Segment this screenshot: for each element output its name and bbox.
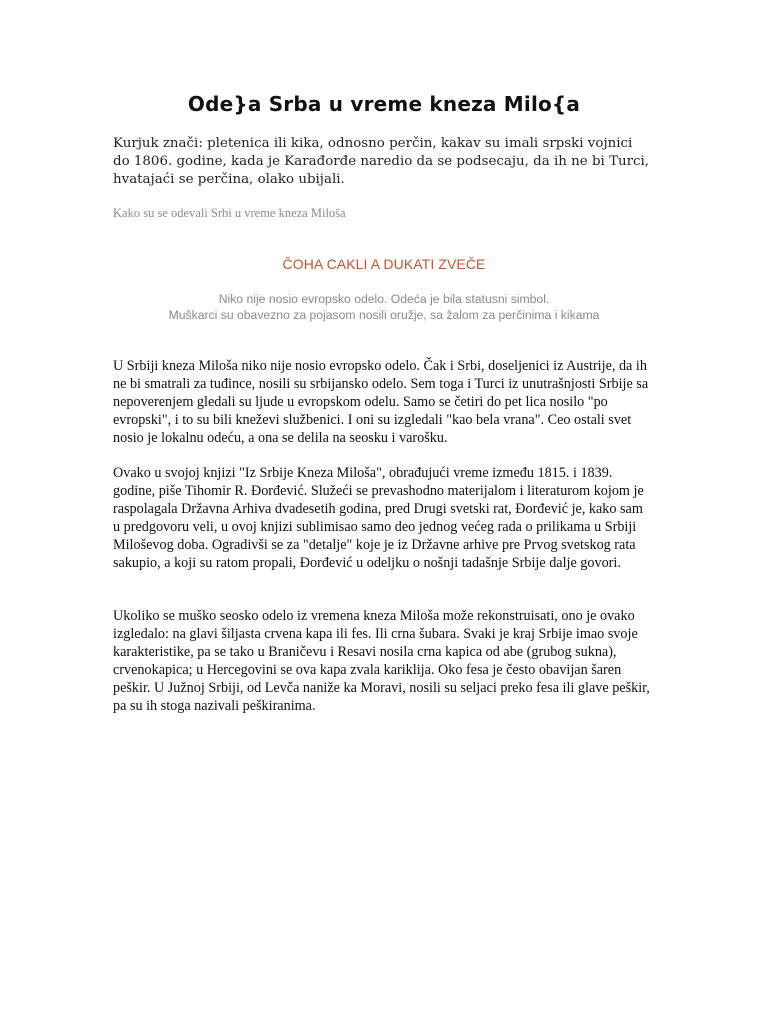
section-heading: ČOHA CAKLI A DUKATI ZVEČE bbox=[282, 256, 486, 272]
body-paragraph-3: Ukoliko se muško seosko odelo iz vremena kneza Miloša može rekonstruisati, ono je ovako izgledalo: na glavi šiljasta crvena kapa ili fes. Ili crna šubara. Svaki je kraj Srbije imao svoje karakteristike, pa se tako u Braničevu i Resavi nosila crna kapica od abe (grubog sukna), crvenokapica; u Hercegovini se ova kapa zvala kariklija. Oko fesa je često obavijan šaren peškir. U Južnoj Srbiji, od Levča naniže ka Moravi, nosili su seljaci preko fesa ili glave peškir, pa su ih stoga nazivali peškiranima. bbox=[113, 608, 650, 714]
document-title: Ode}a Srba u vreme kneza Milo{a bbox=[187, 92, 581, 116]
subtitle-line-2: Muškarci su obavezno za pojasom nosili oružje, sa žalom za perčinima i kikama bbox=[168, 308, 600, 322]
body-paragraph-1: U Srbiji kneza Miloša niko nije nosio evropsko odelo. Čak i Srbi, doseljenici iz Austrije, da ih ne bi smatrali za tuđince, nosili su srbijansko odelo. Sem toga i Turci iz unutrašnjosti Srbije sa nepoverenjem gledali su ljude u evropskom odelu. Samo se četiri do pet lica nosilo "po evropski", i to su bili kneževi službenici. I oni su izgledali "kao bela vrana". Ceo ostali svet nosio je lokalnu odeću, a ona se delila na seosku i varošku. bbox=[113, 358, 649, 446]
subtitle-line-1: Niko nije nosio evropsko odelo. Odeća je bila statusni simbol. bbox=[218, 292, 550, 306]
intro-paragraph: Kurjuk znači: pletenica ili kika, odnosno perčin, kakav su imali srpski vojnici do 1806. godine, kada je Karađorđe naredio da se podsecaju, da ih ne bi Turci, hvatajaći se perčina, olako ubijali. bbox=[113, 136, 650, 187]
body-paragraph-2: Ovako u svojoj knjizi "Iz Srbije Kneza Miloša", obrađujući vreme između 1815. i 1839. godine, piše Tihomir R. Đorđević. Služeći se prevashodno materijalom i literaturom kojom je raspolagala Državna Arhiva dvadesetih godina, pred Drugi svetski rat, Đorđević je, kako sam u predgovoru veli, u ovoj knjizi sublimisao samo deo jednog većeg rada o prilikama u Srbiji Miloševog doba. Ogradivši se za "detalje" koje je iz Državne arhive pre Prvog svetskog rata sakupio, a koji su ratom propali, Đorđević u odeljku o nošnji tadašnje Srbije dalje govori. bbox=[113, 465, 644, 571]
section-subtitle bbox=[0, 291, 768, 323]
image-caption: Kako su se odevali Srbi u vreme kneza Miloša bbox=[113, 206, 346, 220]
